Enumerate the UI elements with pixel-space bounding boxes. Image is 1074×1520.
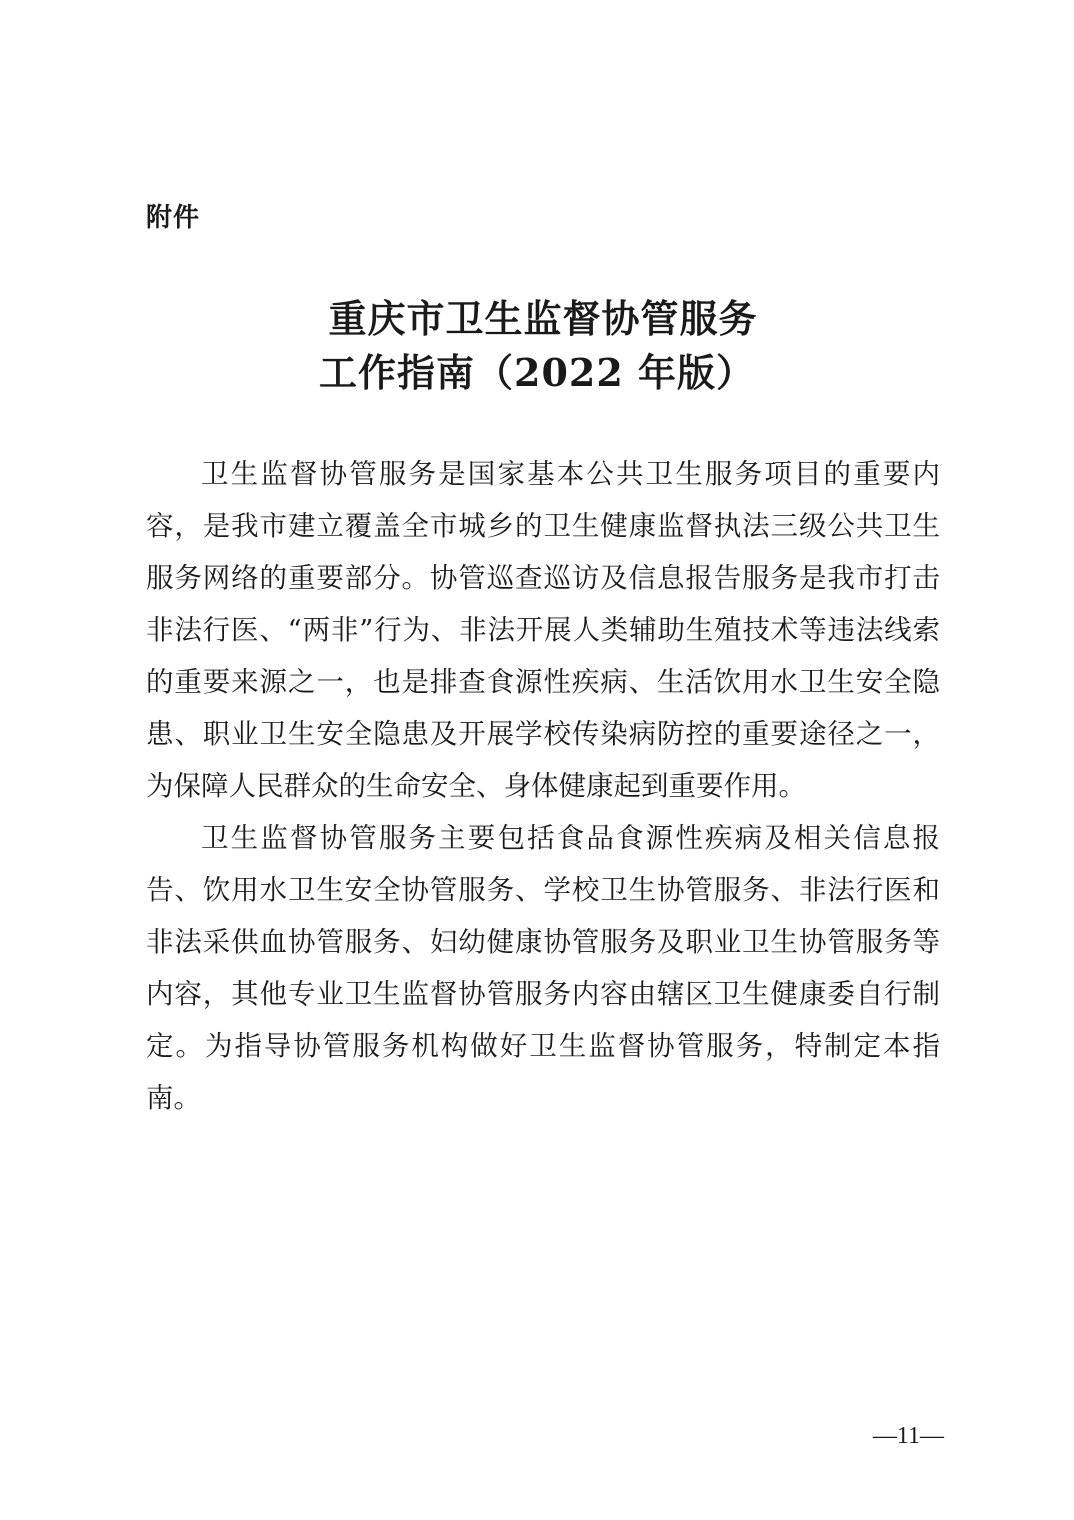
body-text	[146, 448, 940, 1124]
title-line-2: 工作指南（2022 年版）	[319, 350, 755, 395]
title-line-1: 重庆市卫生监督协管服务	[328, 296, 758, 341]
page-number: —11—	[872, 1423, 944, 1449]
attachment-label: 附件	[146, 203, 201, 233]
paragraph-2: 卫生监督协管服务主要包括食品食源性疾病及相关信息报告、饮用水卫生安全协管服务、学校卫生协管服务、非法行医和非法采供血协管服务、妇幼健康协管服务及职业卫生协管服务等内容，其他专业卫生监督协管服务内容由辖区卫生健康委自行制定。为指导协管服务机构做好卫生监督协管服务，特制定本指南。	[146, 822, 940, 1114]
document-title	[0, 292, 1074, 400]
paragraph-1: 卫生监督协管服务是国家基本公共卫生服务项目的重要内容，是我市建立覆盖全市城乡的卫生健康监督执法三级公共卫生服务网络的重要部分。协管巡查巡访及信息报告服务是我市打击非法行医、“两非”行为、非法开展人类辅助生殖技术等违法线索的重要来源之一，也是排查食源性疾病、生活饮用水卫生安全隐患、职业卫生安全隐患及开展学校传染病防控的重要途径之一，为保障人民群众的生命安全、身体健康起到重要作用。	[146, 458, 940, 802]
